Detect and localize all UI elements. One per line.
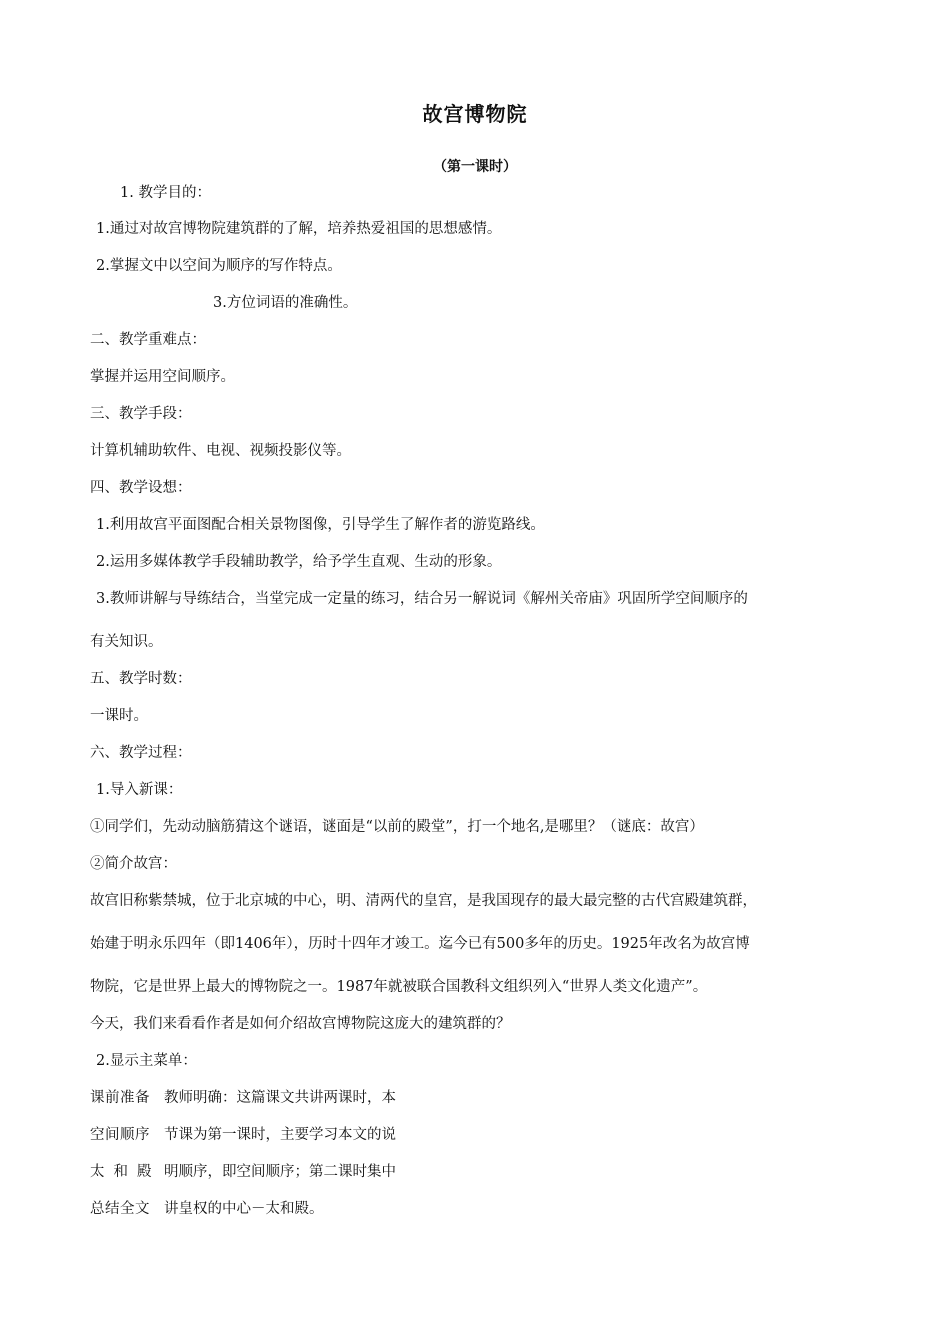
means-text: 计算机辅助软件、电视、视频投影仪等。 — [90, 443, 351, 459]
transition-question: 今天，我们来看看作者是如何介绍故宫博物院这庞大的建筑群的？ — [90, 1016, 511, 1032]
menu-note-line-1: 教师明确：这篇课文共讲两课时，本 — [164, 1090, 396, 1106]
key-points-text: 掌握并运用空间顺序。 — [90, 369, 235, 385]
document-subtitle: （第一课时） — [433, 159, 517, 175]
section-heading-design: 四、教学设想： — [90, 480, 192, 496]
menu-note-line-3: 明顺序，即空间顺序；第二课时集中 — [164, 1164, 396, 1180]
riddle-text: ①同学们，先动动脑筋猜这个谜语，谜面是“以前的殿堂”，打一个地名,是哪里？（谜底：故宫） — [90, 819, 704, 835]
process-step-1: 1.导入新课： — [96, 782, 183, 798]
design-item-3: 3.教师讲解与导练结合，当堂完成一定量的练习，结合另一解说词《解州关帝庙》巩固所学空间顺序的 — [96, 591, 748, 607]
menu-item-prep: 课前准备 — [90, 1090, 150, 1106]
objective-item-1: 1.通过对故宫博物院建筑群的了解，培养热爱祖国的思想感情。 — [96, 221, 502, 237]
intro-heading: ②简介故宫： — [90, 856, 177, 872]
intro-paragraph-line-3: 物院，它是世界上最大的博物院之一。1987年就被联合国教科文组织列入“世界人类文化遗产”。 — [90, 979, 708, 995]
document-title: 故宫博物院 — [422, 102, 528, 126]
section-heading-objectives: 1. 教学目的： — [120, 185, 211, 201]
menu-item-summary: 总结全文 — [90, 1201, 150, 1217]
section-heading-key-points: 二、教学重难点： — [90, 332, 206, 348]
intro-paragraph-line-1: 故宫旧称紫禁城，位于北京城的中心，明、清两代的皇宫，是我国现存的最大最完整的古代宫殿建筑群， — [90, 893, 757, 909]
intro-paragraph-line-2: 始建于明永乐四年（即1406年），历时十四年才竣工。迄今已有500多年的历史。1925年改名为故宫博 — [90, 936, 750, 952]
hours-text: 一课时。 — [90, 708, 148, 724]
objective-item-3: 3.方位词语的准确性。 — [213, 295, 358, 311]
section-heading-hours: 五、教学时数： — [90, 671, 192, 687]
objective-item-2: 2.掌握文中以空间为顺序的写作特点。 — [96, 258, 342, 274]
section-heading-means: 三、教学手段： — [90, 406, 192, 422]
section-heading-process: 六、教学过程： — [90, 745, 192, 761]
menu-item-spatial-order: 空间顺序 — [90, 1127, 150, 1143]
menu-note-line-4: 讲皇权的中心－太和殿。 — [164, 1201, 324, 1217]
menu-item-taihe-hall: 太和殿 — [90, 1164, 161, 1180]
design-item-2: 2.运用多媒体教学手段辅助教学，给予学生直观、生动的形象。 — [96, 554, 502, 570]
design-item-3-continued: 有关知识。 — [90, 634, 163, 650]
process-step-2: 2.显示主菜单： — [96, 1053, 197, 1069]
menu-note-line-2: 节课为第一课时，主要学习本文的说 — [164, 1127, 396, 1143]
design-item-1: 1.利用故宫平面图配合相关景物图像，引导学生了解作者的游览路线。 — [96, 517, 545, 533]
